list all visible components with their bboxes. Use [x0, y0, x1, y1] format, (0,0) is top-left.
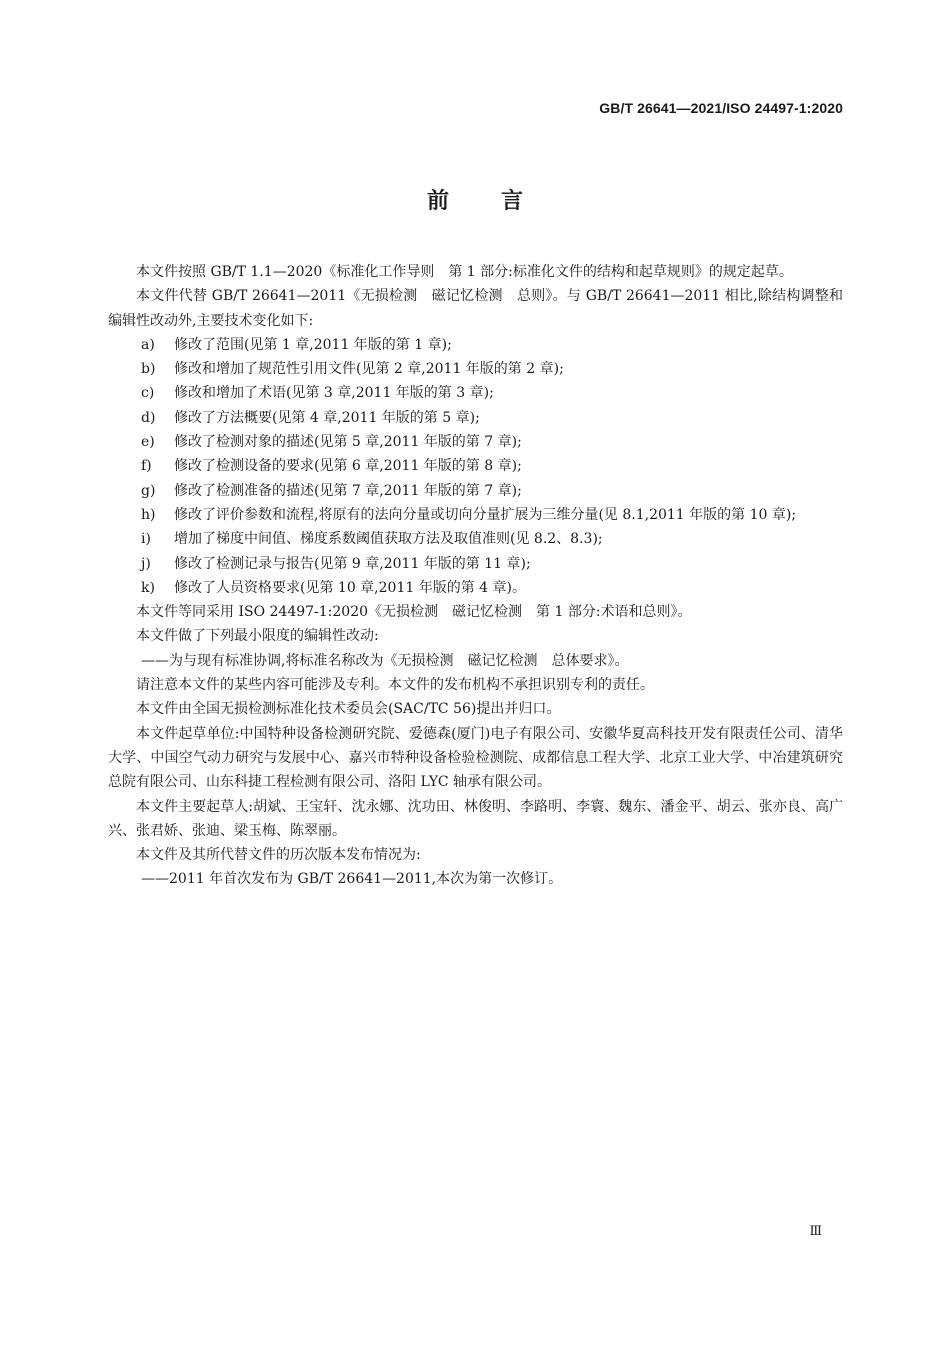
page-title: 前言	[426, 189, 575, 214]
list-marker: j)	[141, 555, 151, 572]
list-item	[108, 406, 843, 430]
list-item-text: 修改了检测准备的描述(见第 7 章,2011 年版的第 7 章);	[174, 482, 522, 499]
list-item	[108, 527, 843, 551]
list-item	[108, 552, 843, 576]
changes-list	[108, 333, 843, 600]
standard-number-header: GB/T 26641—2021/ISO 24497-1:2020	[599, 100, 843, 116]
list-marker: k)	[141, 579, 155, 596]
list-item	[108, 479, 843, 503]
list-item	[108, 503, 843, 527]
list-item	[108, 430, 843, 454]
list-item-text: 修改了检测对象的描述(见第 5 章,2011 年版的第 7 章);	[174, 434, 522, 451]
paragraph-drafting-rules: 本文件按照 GB/T 1.1—2020《标准化工作导则 第 1 部分:标准化文件的结构和起草规则》的规定起草。	[136, 264, 793, 280]
list-item-text: 修改了范围(见第 1 章,2011 年版的第 1 章);	[174, 336, 452, 353]
list-marker: c)	[141, 385, 155, 402]
paragraph-drafting-units: 本文件起草单位:中国特种设备检测研究院、爱德森(厦门)电子有限公司、安徽华夏高科技开发有限责任公司、清华大学、中国空气动力研究与发展中心、嘉兴市特种设备检验检测院、成都信息工程大学、北京工业大学、中冶建筑研究总院有限公司、山东科捷工程检测有限公司、洛阳 LYC 轴承有限公司。	[108, 725, 843, 791]
list-item	[108, 357, 843, 381]
page-number: Ⅲ	[809, 1224, 822, 1239]
paragraph-patent-notice: 请注意本文件的某些内容可能涉及专利。本文件的发布机构不承担识别专利的责任。	[136, 677, 654, 694]
list-item-text: 修改了检测设备的要求(见第 6 章,2011 年版的第 8 章);	[174, 458, 522, 475]
list-marker: e)	[141, 434, 155, 451]
dash-item-first-release: ——2011 年首次发布为 GB/T 26641—2011,本次为第一次修订。	[141, 871, 563, 888]
list-item-text: 修改和增加了术语(见第 3 章,2011 年版的第 3 章);	[174, 385, 494, 402]
list-marker: g)	[141, 482, 156, 499]
document-body	[108, 260, 843, 892]
dash-item-title-change: ——为与现有标准协调,将标准名称改为《无损检测 磁记忆检测 总体要求》。	[141, 652, 629, 669]
list-item	[108, 333, 843, 357]
list-marker: b)	[141, 361, 156, 378]
list-marker: a)	[141, 336, 155, 353]
list-item-text: 修改了方法概要(见第 4 章,2011 年版的第 5 章);	[174, 409, 480, 426]
list-item	[108, 381, 843, 405]
list-item-text: 修改了评价参数和流程,将原有的法向分量或切向分量扩展为三维分量(见 8.1,2011 年版的第 10 章);	[174, 506, 797, 523]
list-item-text: 修改和增加了规范性引用文件(见第 2 章,2011 年版的第 2 章);	[174, 361, 564, 378]
paragraph-committee: 本文件由全国无损检测标准化技术委员会(SAC/TC 56)提出并归口。	[136, 701, 561, 718]
paragraph-version-history: 本文件及其所代替文件的历次版本发布情况为:	[136, 847, 421, 864]
paragraph-replacement: 本文件代替 GB/T 26641—2011《无损检测 磁记忆检测 总则》。与 GB/T 26641—2011 相比,除结构调整和编辑性改动外,主要技术变化如下:	[108, 288, 843, 329]
list-marker: h)	[141, 506, 156, 523]
list-item-text: 修改了人员资格要求(见第 10 章,2011 年版的第 4 章)。	[174, 579, 526, 596]
list-marker: d)	[141, 409, 156, 426]
list-item-text: 增加了梯度中间值、梯度系数阈值获取方法及取值准则(见 8.2、8.3);	[174, 531, 603, 548]
list-item	[108, 454, 843, 478]
paragraph-editorial-changes: 本文件做了下列最小限度的编辑性改动:	[136, 628, 379, 645]
list-item-text: 修改了检测记录与报告(见第 9 章,2011 年版的第 11 章);	[174, 555, 531, 572]
paragraph-drafters: 本文件主要起草人:胡斌、王宝轩、沈永娜、沈功田、林俊明、李路明、李寰、魏东、潘金平、胡云、张亦良、高广兴、张君娇、张迪、梁玉梅、陈翠丽。	[108, 798, 843, 839]
list-marker: i)	[141, 531, 151, 548]
paragraph-adoption: 本文件等同采用 ISO 24497-1:2020《无损检测 磁记忆检测 第 1 部分:术语和总则》。	[136, 604, 692, 621]
list-item	[108, 576, 843, 600]
list-marker: f)	[141, 458, 152, 475]
